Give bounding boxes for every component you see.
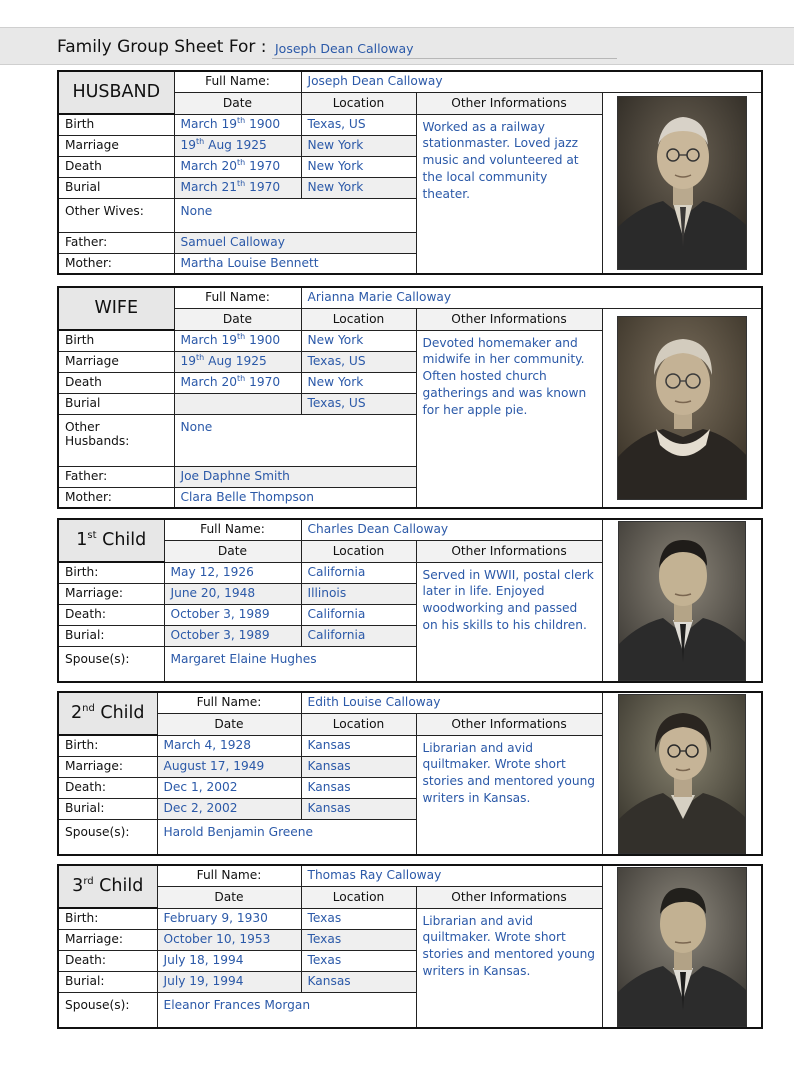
husband-title: HUSBAND (58, 71, 174, 114)
husband-event-date[interactable]: 19th Aug 1925 (174, 135, 301, 156)
wife-mother-label: Mother: (58, 487, 174, 508)
wife-event-location[interactable]: Texas, US (301, 351, 416, 372)
husband-event-location[interactable]: Texas, US (301, 114, 416, 135)
child-1-event-date[interactable]: June 20, 1948 (164, 583, 301, 604)
husband-event-date[interactable]: March 21th 1970 (174, 177, 301, 198)
child-2-spouse-label: Spouse(s): (58, 819, 157, 855)
child-3-event-label: Birth: (58, 908, 157, 929)
location-header: Location (301, 713, 416, 735)
child-1-event-location[interactable]: Illinois (301, 583, 416, 604)
child-1-event-label: Death: (58, 604, 164, 625)
husband-event-date[interactable]: March 19th 1900 (174, 114, 301, 135)
child-3-full-name[interactable]: Thomas Ray Calloway (301, 865, 602, 886)
husband-section (57, 70, 761, 275)
child-2-event-date[interactable]: March 4, 1928 (157, 735, 301, 756)
full-name-label: Full Name: (157, 865, 301, 886)
husband-mother-label: Mother: (58, 253, 174, 274)
location-header: Location (301, 308, 416, 330)
child-3-photo-cell (602, 865, 762, 1028)
husband-event-location[interactable]: New York (301, 156, 416, 177)
location-header: Location (301, 886, 416, 908)
location-header: Location (301, 540, 416, 562)
child-2-event-date[interactable]: Dec 2, 2002 (157, 798, 301, 819)
husband-event-location[interactable]: New York (301, 135, 416, 156)
wife-photo-cell (602, 308, 762, 508)
child-3-event-location[interactable]: Texas (301, 929, 416, 950)
wife-title: WIFE (58, 287, 174, 330)
child-2-event-date[interactable]: August 17, 1949 (157, 756, 301, 777)
husband-other-wives-label: Other Wives: (58, 198, 174, 232)
child-2-spouse[interactable]: Harold Benjamin Greene (157, 819, 416, 855)
wife-other-husbands-label: Other Husbands: (58, 414, 174, 466)
child-2-event-label: Birth: (58, 735, 157, 756)
child-3-event-label: Death: (58, 950, 157, 971)
child-2-title: 2nd Child (58, 692, 157, 735)
wife-event-date[interactable]: 19th Aug 1925 (174, 351, 301, 372)
child-1-section (57, 518, 761, 683)
young-man-portrait-icon (619, 522, 746, 681)
other-info-header: Other Informations (416, 540, 602, 562)
wife-event-label: Death (58, 372, 174, 393)
wife-event-label: Birth (58, 330, 174, 351)
child-3-photo (617, 867, 747, 1027)
child-3-event-location[interactable]: Kansas (301, 971, 416, 992)
elderly-woman-portrait-icon (618, 317, 747, 500)
child-3-event-location[interactable]: Texas (301, 908, 416, 929)
child-1-photo (618, 521, 746, 681)
child-3-event-label: Burial: (58, 971, 157, 992)
child-2-event-location[interactable]: Kansas (301, 756, 416, 777)
child-1-photo-cell (602, 519, 762, 682)
husband-photo (617, 96, 747, 270)
date-header: Date (157, 713, 301, 735)
teen-boy-portrait-icon (618, 868, 747, 1027)
wife-section (57, 286, 761, 509)
child-1-event-location[interactable]: California (301, 562, 416, 583)
child-1-other-info[interactable]: Served in WWII, postal clerk later in life. Enjoyed woodworking and passed on his skills to his children. (416, 562, 602, 682)
wife-other-husbands[interactable]: None (174, 414, 416, 466)
child-1-event-location[interactable]: California (301, 604, 416, 625)
husband-event-location[interactable]: New York (301, 177, 416, 198)
young-woman-portrait-icon (619, 695, 746, 854)
other-info-header: Other Informations (416, 713, 602, 735)
child-1-spouse-label: Spouse(s): (58, 646, 164, 682)
child-1-event-label: Burial: (58, 625, 164, 646)
wife-event-label: Marriage (58, 351, 174, 372)
child-2-event-label: Burial: (58, 798, 157, 819)
child-1-event-date[interactable]: October 3, 1989 (164, 604, 301, 625)
other-info-header: Other Informations (416, 886, 602, 908)
wife-event-date[interactable]: March 20th 1970 (174, 372, 301, 393)
location-header: Location (301, 92, 416, 114)
child-3-event-date[interactable]: February 9, 1930 (157, 908, 301, 929)
husband-other-info[interactable]: Worked as a railway stationmaster. Loved jazz music and volunteered at the local community theater. (416, 114, 602, 274)
child-1-event-label: Marriage: (58, 583, 164, 604)
wife-full-name[interactable]: Arianna Marie Calloway (301, 287, 762, 308)
husband-father-label: Father: (58, 232, 174, 253)
child-1-spouse[interactable]: Margaret Elaine Hughes (164, 646, 416, 682)
full-name-label: Full Name: (174, 287, 301, 308)
child-3-spouse[interactable]: Eleanor Frances Morgan (157, 992, 416, 1028)
other-info-header: Other Informations (416, 92, 602, 114)
husband-other-wives[interactable]: None (174, 198, 416, 232)
child-1-event-date[interactable]: October 3, 1989 (164, 625, 301, 646)
child-1-event-label: Birth: (58, 562, 164, 583)
child-2-event-location[interactable]: Kansas (301, 777, 416, 798)
child-1-full-name[interactable]: Charles Dean Calloway (301, 519, 602, 540)
full-name-label: Full Name: (164, 519, 301, 540)
child-3-spouse-label: Spouse(s): (58, 992, 157, 1028)
full-name-label: Full Name: (157, 692, 301, 713)
wife-event-location[interactable]: Texas, US (301, 393, 416, 414)
child-2-full-name[interactable]: Edith Louise Calloway (301, 692, 602, 713)
child-2-event-label: Marriage: (58, 756, 157, 777)
child-1-event-date[interactable]: May 12, 1926 (164, 562, 301, 583)
husband-father[interactable]: Samuel Calloway (174, 232, 416, 253)
child-2-other-info[interactable]: Librarian and avid quiltmaker. Wrote short stories and mentored young writers in Kansas. (416, 735, 602, 855)
husband-event-label: Death (58, 156, 174, 177)
elderly-man-portrait-icon (618, 97, 747, 270)
child-3-event-date[interactable]: July 19, 1994 (157, 971, 301, 992)
child-2-section (57, 691, 761, 856)
full-name-label: Full Name: (174, 71, 301, 92)
child-3-other-info[interactable]: Librarian and avid quiltmaker. Wrote short stories and mentored young writers in Kansas. (416, 908, 602, 1028)
wife-event-date[interactable]: March 19th 1900 (174, 330, 301, 351)
husband-photo-cell (602, 92, 762, 274)
wife-event-location[interactable]: New York (301, 372, 416, 393)
wife-mother[interactable]: Clara Belle Thompson (174, 487, 416, 508)
child-3-section (57, 864, 761, 1029)
husband-full-name[interactable]: Joseph Dean Calloway (301, 71, 762, 92)
wife-event-date[interactable] (174, 393, 301, 414)
husband-event-date[interactable]: March 20th 1970 (174, 156, 301, 177)
wife-father[interactable]: Joe Daphne Smith (174, 466, 416, 487)
child-3-event-date[interactable]: October 10, 1953 (157, 929, 301, 950)
husband-mother[interactable]: Martha Louise Bennett (174, 253, 416, 274)
date-header: Date (164, 540, 301, 562)
child-3-event-label: Marriage: (58, 929, 157, 950)
other-info-header: Other Informations (416, 308, 602, 330)
husband-event-label: Marriage (58, 135, 174, 156)
wife-father-label: Father: (58, 466, 174, 487)
wife-event-location[interactable]: New York (301, 330, 416, 351)
child-3-event-location[interactable]: Texas (301, 950, 416, 971)
page-title-name[interactable]: Joseph Dean Calloway (275, 41, 414, 56)
wife-event-label: Burial (58, 393, 174, 414)
child-2-event-label: Death: (58, 777, 157, 798)
child-2-photo-cell (602, 692, 762, 855)
husband-event-label: Birth (58, 114, 174, 135)
child-2-event-location[interactable]: Kansas (301, 735, 416, 756)
date-header: Date (174, 308, 301, 330)
child-2-photo (618, 694, 746, 854)
husband-event-label: Burial (58, 177, 174, 198)
child-3-title: 3rd Child (58, 865, 157, 908)
wife-other-info[interactable]: Devoted homemaker and midwife in her community. Often hosted church gatherings and was known for her apple pie. (416, 330, 602, 508)
wife-photo (617, 316, 747, 500)
child-1-title: 1st Child (58, 519, 164, 562)
title-underline (272, 58, 617, 59)
child-2-event-date[interactable]: Dec 1, 2002 (157, 777, 301, 798)
date-header: Date (174, 92, 301, 114)
child-2-event-location[interactable]: Kansas (301, 798, 416, 819)
child-1-event-location[interactable]: California (301, 625, 416, 646)
date-header: Date (157, 886, 301, 908)
child-3-event-date[interactable]: July 18, 1994 (157, 950, 301, 971)
page-title: Family Group Sheet For : (57, 37, 267, 57)
